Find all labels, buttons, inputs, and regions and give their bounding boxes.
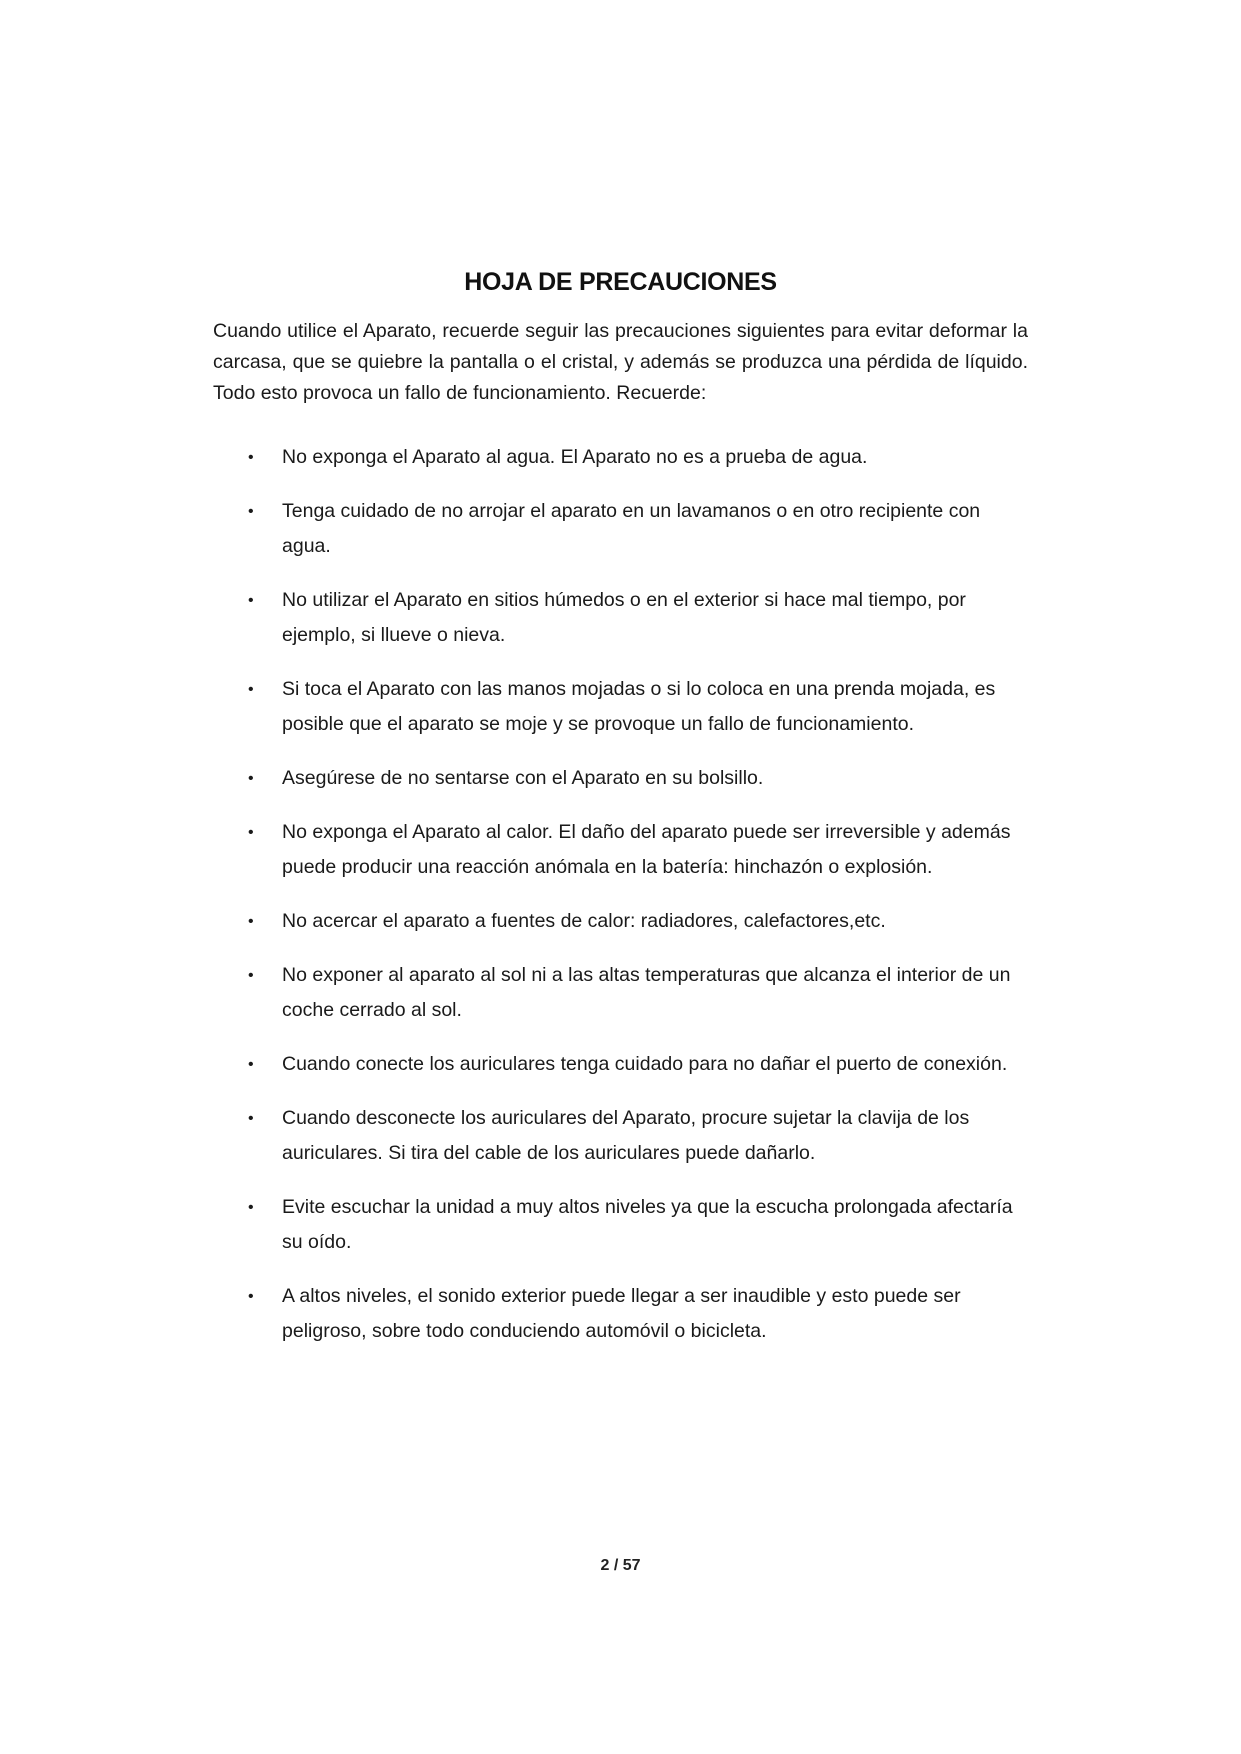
list-item-text: No exponga el Aparato al calor. El daño del aparato puede ser irreversible y además puede producir una reacción anómala en la batería: hinchazón o explosión. <box>282 821 1011 878</box>
list-item-text: No exponga el Aparato al agua. El Aparato no es a prueba de agua. <box>282 446 868 468</box>
bullet-icon: • <box>248 503 254 520</box>
list-item-text: Cuando desconecte los auriculares del Aparato, procure sujetar la clavija de los auriculares. Si tira del cable de los auriculares puede dañarlo. <box>282 1107 970 1164</box>
list-item-text: Si toca el Aparato con las manos mojadas o si lo coloca en una prenda mojada, es posible que el aparato se moje y se provoque un fallo de funcionamiento. <box>282 678 996 735</box>
list-item-text: Evite escuchar la unidad a muy altos niveles ya que la escucha prolongada afectaría su oído. <box>282 1196 1013 1253</box>
bullet-icon: • <box>248 449 254 466</box>
page-title: HOJA DE PRECAUCIONES <box>464 268 777 296</box>
list-item <box>243 1279 1033 1349</box>
list-item <box>243 583 1033 653</box>
bullet-icon: • <box>248 1056 254 1073</box>
bullet-icon: • <box>248 1110 254 1127</box>
bullet-icon: • <box>248 681 254 698</box>
list-item <box>243 904 1033 939</box>
page-number: 2 / 57 <box>600 1557 641 1574</box>
intro-paragraph: Cuando utilice el Aparato, recuerde seguir las precauciones siguientes para evitar deformar la carcasa, que se quiebre la pantalla o el cristal, y además se produzca una pérdida de líquido. Todo esto provoca un fallo de funcionamiento. Recuerde: <box>213 320 1028 404</box>
list-item <box>243 494 1033 564</box>
list-item-text: No exponer al aparato al sol ni a las altas temperaturas que alcanza el interior de un coche cerrado al sol. <box>282 964 1011 1021</box>
bullet-icon: • <box>248 1288 254 1305</box>
list-item-text: Cuando conecte los auriculares tenga cuidado para no dañar el puerto de conexión. <box>282 1053 1008 1075</box>
bullet-icon: • <box>248 592 254 609</box>
list-item <box>243 1101 1033 1171</box>
bullet-icon: • <box>248 824 254 841</box>
list-item-text: Tenga cuidado de no arrojar el aparato en un lavamanos o en otro recipiente con agua. <box>282 500 981 557</box>
list-item <box>243 958 1033 1028</box>
list-item <box>243 815 1033 885</box>
precautions-list <box>243 440 1033 1368</box>
list-item <box>243 761 1033 796</box>
list-item <box>243 1047 1033 1082</box>
bullet-icon: • <box>248 1199 254 1216</box>
list-item <box>243 672 1033 742</box>
bullet-icon: • <box>248 913 254 930</box>
bullet-icon: • <box>248 770 254 787</box>
list-item-text: A altos niveles, el sonido exterior puede llegar a ser inaudible y esto puede ser peligroso, sobre todo conduciendo automóvil o bicicleta. <box>282 1285 961 1342</box>
list-item-text: No utilizar el Aparato en sitios húmedos o en el exterior si hace mal tiempo, por ejemplo, si llueve o nieva. <box>282 589 966 646</box>
list-item <box>243 440 1033 475</box>
list-item <box>243 1190 1033 1260</box>
bullet-icon: • <box>248 967 254 984</box>
list-item-text: No acercar el aparato a fuentes de calor: radiadores, calefactores,etc. <box>282 910 886 932</box>
list-item-text: Asegúrese de no sentarse con el Aparato en su bolsillo. <box>282 767 764 789</box>
